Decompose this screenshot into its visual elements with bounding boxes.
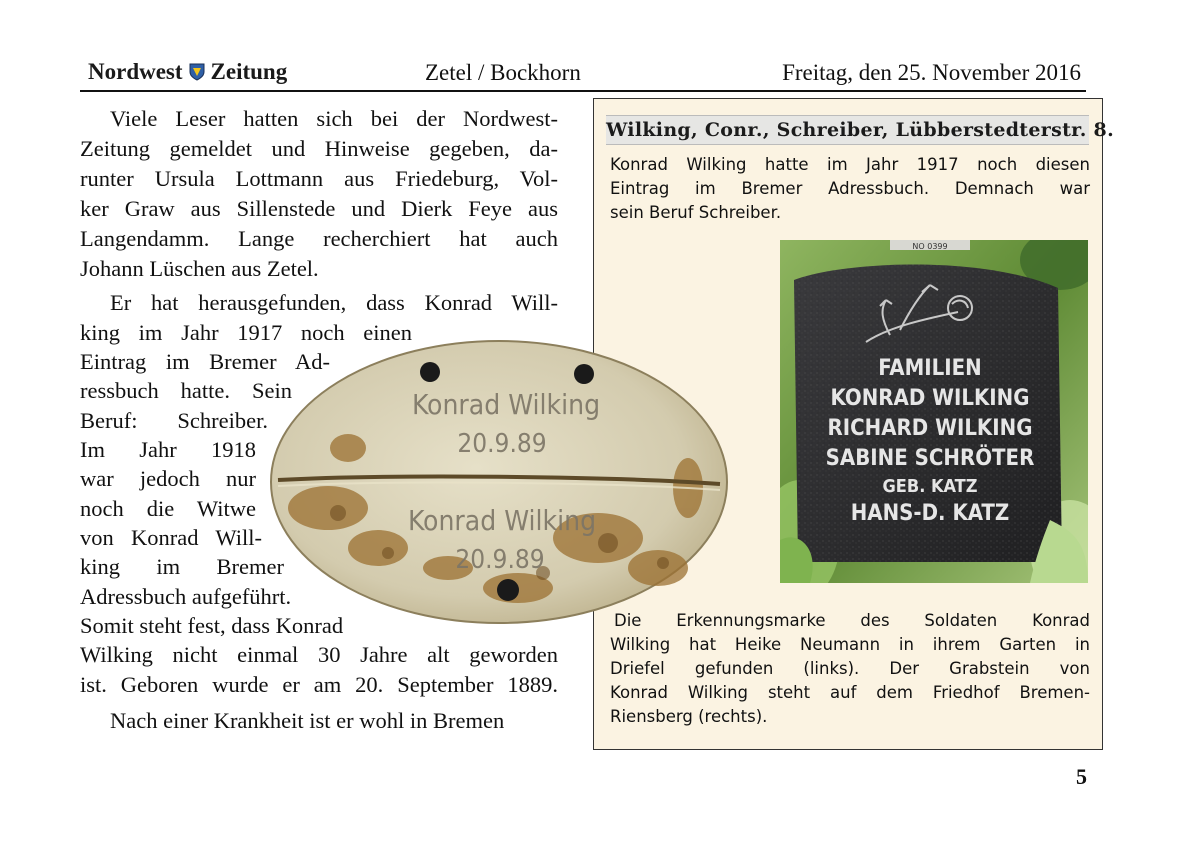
- dogtag-photo: [268, 338, 730, 626]
- caption-line: Konrad Wilking steht auf dem Friedhof Bremen-: [610, 683, 1090, 702]
- gravestone-line: GEB. KATZ: [882, 476, 978, 497]
- caption-line: Konrad Wilking hatte im Jahr 1917 noch diesen: [610, 155, 1090, 174]
- text-line: Somit steht fest, dass Konrad: [80, 613, 344, 638]
- text-line: king im Bremer: [80, 554, 284, 579]
- text-line: ist. Geboren wurde er am 20. September 1889.: [80, 672, 558, 697]
- brand-right: Zeitung: [210, 59, 288, 84]
- text-line: Langendamm. Lange recherchiert hat auch: [80, 226, 558, 251]
- caption-line: sein Beruf Schreiber.: [610, 203, 782, 222]
- brand-left: Nordwest: [88, 59, 183, 84]
- text-line: noch die Witwe: [80, 496, 256, 521]
- text-line: Nach einer Krankheit ist er wohl in Bremen: [110, 708, 505, 733]
- region-label: Zetel / Bockhorn: [425, 60, 581, 85]
- caption-line: Eintrag im Bremer Adressbuch. Demnach war: [610, 179, 1090, 198]
- dogtag-date-top: 20.9.89: [457, 429, 547, 459]
- address-book-entry: Wilking, Conr., Schreiber, Lübberstedterstr. 8.: [606, 115, 1089, 145]
- text-line: ressbuch hatte. Sein: [80, 378, 292, 403]
- text-line: runter Ursula Lottmann aus Friedeburg, Vol-: [80, 166, 558, 191]
- gravestone-line: SABINE SCHRÖTER: [825, 446, 1035, 471]
- caption-line: Wilking hat Heike Neumann in ihrem Garten in: [610, 635, 1090, 654]
- text-line: Adressbuch aufgeführt.: [80, 584, 292, 609]
- grave-plate-number: NO 0399: [912, 242, 948, 251]
- gravestone-line: KONRAD WILKING: [830, 386, 1030, 411]
- text-line: war jedoch nur: [80, 466, 256, 491]
- text-line: Wilking nicht einmal 30 Jahre alt geworden: [80, 642, 558, 667]
- text-line: king im Jahr 1917 noch einen: [80, 320, 412, 345]
- dogtag-name-bottom: Konrad Wilking: [407, 504, 597, 537]
- text-line: von Konrad Will-: [80, 525, 262, 550]
- gravestone-line: FAMILIEN: [878, 356, 982, 381]
- gravestone-line: HANS-D. KATZ: [850, 501, 1010, 526]
- text-line: Viele Leser hatten sich bei der Nordwest-: [110, 106, 558, 131]
- dogtag-date-bottom: 20.9.89: [455, 545, 545, 575]
- gravestone-photo: [780, 240, 1088, 583]
- text-line: Er hat herausgefunden, dass Konrad Will-: [110, 290, 558, 315]
- dogtag-name-top: Konrad Wilking: [411, 388, 601, 421]
- caption-line: Die Erkennungsmarke des Soldaten Konrad: [614, 611, 1090, 630]
- text-line: Beruf: Schreiber.: [80, 408, 268, 433]
- coat-of-arms-icon: [189, 63, 205, 81]
- text-line: Eintrag im Bremer Ad-: [80, 349, 330, 374]
- issue-date: Freitag, den 25. November 2016: [782, 60, 1081, 85]
- page-header: [80, 58, 1086, 92]
- text-line: Johann Lüschen aus Zetel.: [80, 256, 319, 281]
- text-line: Im Jahr 1918: [80, 437, 256, 462]
- text-line: Zeitung gemeldet und Hinweise gegeben, da-: [80, 136, 558, 161]
- text-line: ker Graw aus Sillenstede und Dierk Feye aus: [80, 196, 558, 221]
- newspaper-brand: [88, 59, 287, 85]
- page-number: 5: [1076, 764, 1087, 789]
- gravestone-line: RICHARD WILKING: [827, 416, 1033, 441]
- caption-line: Driefel gefunden (links). Der Grabstein von: [610, 659, 1090, 678]
- caption-line: Riensberg (rechts).: [610, 707, 768, 726]
